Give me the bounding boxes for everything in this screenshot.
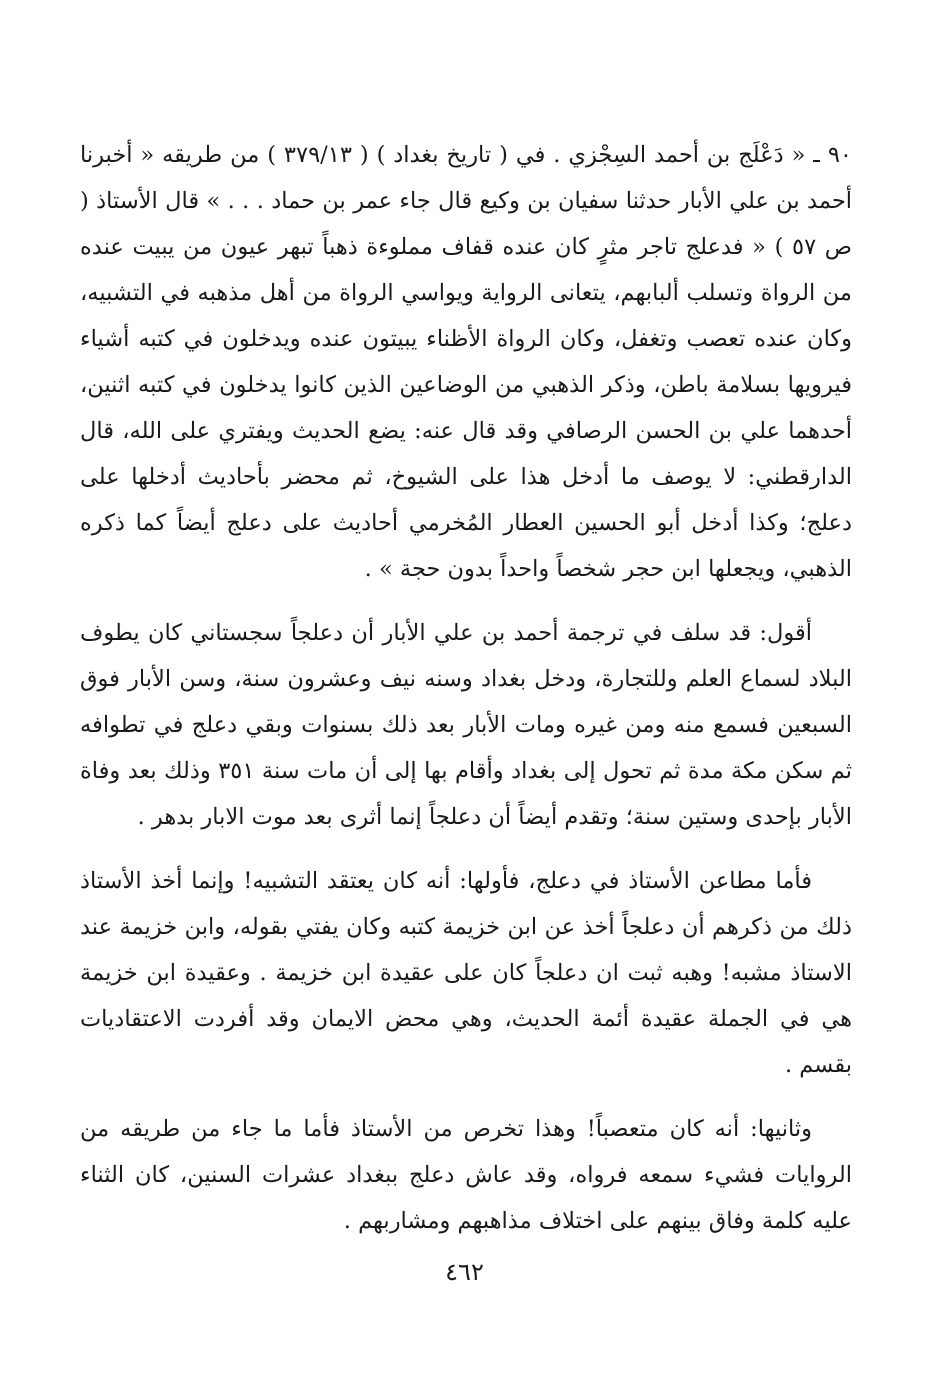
- entry-line: دعلج أيضاً كما ذكره الذهبي، ويجعلها ابن حجر شخصاً واحداً بدون حجة » .: [80, 510, 852, 582]
- paragraph-second-criticism: وثانيها: أنه كان متعصباً! وهذا تخرص من الأستاذ فأما ما جاء من طريقه من الروايات فشيء سمعه فرواه، وقد عاش دعلج ببغداد عشرات السنين، كان الثناء عليه كلمة وفاق بينهم على اختلاف مذاهبهم ومشاربهم .: [80, 1116, 852, 1234]
- page-body: [80, 132, 852, 1244]
- entry-line: يبيت عنده من الرواة وتسلب ألبابهم، يتعانى الرواية ويواسي الرواة من أهل مذهبه: [80, 234, 852, 306]
- entry-line: بأحاديث أدخلها على دعلج؛ وكذا أدخل أبو الحسين العطار المُخرمي أحاديث على: [80, 464, 852, 536]
- entry-line: ٩٠ ـ « دَعْلَج بن أحمد السِجْزي . في ( تاريخ بغداد ) ( ٣٧٩/١٣ ) من طريقه: [154, 142, 852, 168]
- entry-line: الأستاذ ( ص ٥٧ ) « فدعلج تاجر مثرٍ كان عنده قفاف مملوءة ذهباً تبهر عيون من: [80, 188, 852, 260]
- paragraph-first-criticism: فأما مطاعن الأستاذ في دعلج، فأولها: أنه كان يعتقد التشبيه! وإنما أخذ الأستاذ ذلك من ذكرهم أن دعلجاً أخذ عن ابن خزيمة كتبه وكان يفتي بقوله، وابن خزيمة عند الاستاذ مشبه! وهبه ثبت ان دعلجاً كان على عقيدة ابن خزيمة . وعقيدة ابن خزيمة هي في الجملة عقيدة أئمة الحديث، وهي محض الايمان وقد أفردت الاعتقاديات بقسم .: [80, 868, 852, 1078]
- page-number: ٤٦٢: [445, 1258, 484, 1286]
- entry-90-quotation: [80, 132, 852, 592]
- paragraph-response: أقول: قد سلف في ترجمة أحمد بن علي الأبار أن دعلجاً سجستاني كان يطوف البلاد لسماع العلم وللتجارة، ودخل بغداد وسنه نيف وعشرون سنة، وسن الأبار فوق السبعين فسمع منه ومن غيره ومات الأبار بعد ذلك بسنوات وبقي دعلج في تطوافه ثم سكن مكة مدة ثم تحول إلى بغداد وأقام بها إلى أن مات سنة ٣٥١ وذلك بعد وفاة الأبار بإحدى وستين سنة؛ وتقدم أيضاً أن دعلجاً إنما أثرى بعد موت الابار بدهر .: [80, 620, 852, 830]
- entry-line: « أخبرنا أحمد بن علي الأبار حدثنا سفيان بن وكيع قال جاء عمر بن حماد . . . » قال: [80, 142, 852, 214]
- entry-line: ويفتري على الله، قال الدارقطني: لا يوصف ما أدخل هذا على الشيوخ، ثم محضر: [80, 418, 852, 490]
- entry-line: في التشبيه، وكان عنده تعصب وتغفل، وكان الرواة الأظناء يبيتون عنده ويدخلون: [80, 280, 853, 352]
- entry-line: في كتبه أشياء فيرويها بسلامة باطن، وذكر الذهبي من الوضاعين الذين كانوا: [80, 326, 852, 398]
- entry-line: يدخلون في كتبه اثنين، أحدهما علي بن الحسن الرصافي وقد قال عنه: يضع الحديث: [80, 372, 852, 444]
